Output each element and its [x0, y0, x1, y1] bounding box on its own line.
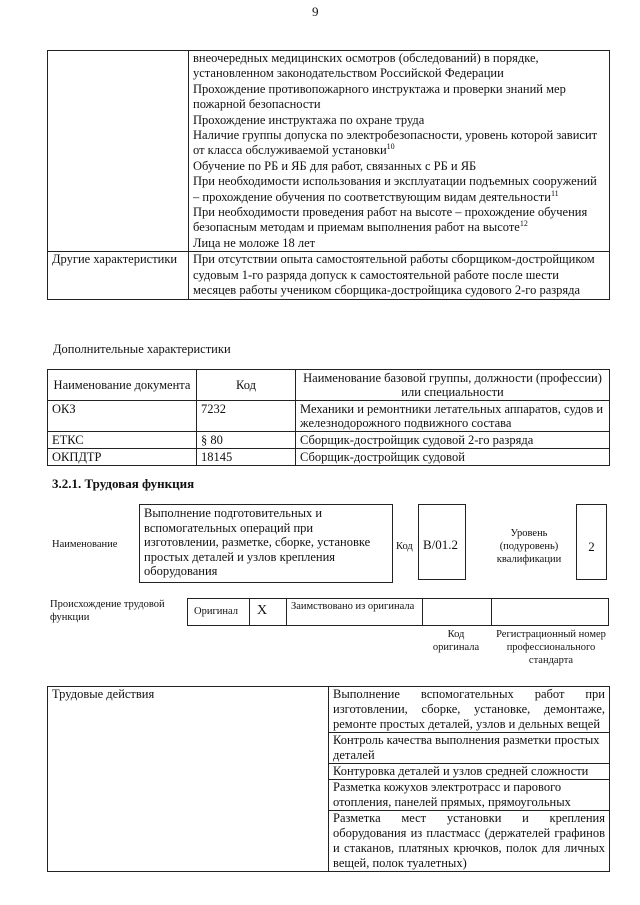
- additional-title: Дополнительные характеристики: [53, 342, 231, 356]
- table-row: [48, 432, 610, 449]
- original-mark: X: [257, 603, 268, 618]
- level-value: 2: [576, 504, 607, 580]
- row-code: 18145: [197, 449, 296, 466]
- row-doc: ОКПДТР: [48, 449, 197, 466]
- requirement-line: [193, 128, 605, 159]
- additional-header-row: [48, 370, 610, 401]
- origin-divider: [491, 599, 492, 625]
- requirement-line: внеочередных медицинских осмотров (обследований) в порядке, установленном законодательством Российской Федерации: [193, 51, 539, 81]
- requirement-line: [193, 174, 605, 205]
- requirement-lifting: При необходимости использования и эксплуатации подъемных сооружений – прохождение обучения по соответствующим видам деятельности: [193, 174, 597, 204]
- requirements-cell: [189, 51, 610, 252]
- actions-row: [48, 687, 610, 733]
- original-label: Оригинал: [194, 606, 238, 617]
- origin-divider: [286, 599, 287, 625]
- code-label: Код: [396, 541, 413, 552]
- table-row: [48, 401, 610, 432]
- row-code: 7232: [197, 401, 296, 432]
- requirements-label-cell: [48, 51, 189, 252]
- reg-number-label: Регистрационный номер профессионального стандарта: [496, 629, 606, 666]
- requirement-line: Прохождение противопожарного инструктажа и проверки знаний мер пожарной безопасности: [193, 81, 566, 112]
- actions-label: Трудовые действия: [48, 687, 329, 872]
- requirement-height: При необходимости проведения работ на высоте – прохождение обучения безопасным методам и приемам выполнения работ на высоте: [193, 205, 588, 235]
- other-row: [48, 252, 610, 299]
- origin-label: Происхождение трудовой функции: [50, 599, 165, 623]
- row-doc: ЕТКС: [48, 432, 197, 449]
- function-code: B/01.2: [418, 504, 466, 580]
- page-number: 9: [312, 4, 319, 19]
- requirement-line: Прохождение инструктажа по охране труда: [193, 112, 425, 127]
- requirement-line: Обучение по РБ и ЯБ для работ, связанных с РБ и ЯБ: [193, 158, 477, 173]
- header-document: Наименование документа: [48, 370, 197, 401]
- row-doc: ОКЗ: [48, 401, 197, 432]
- other-label: Другие характеристики: [48, 252, 189, 299]
- row-name: Сборщик-достройщик судовой 2-го разряда: [296, 432, 610, 449]
- action-item: Разметка мест установки и крепления оборудования из пластмасс (держателей графинов и стаканов, платяных крючков, полок для личных вещей, полок туалетных): [329, 811, 610, 872]
- level-label: Уровень (подуровень) квалификации: [496, 528, 562, 565]
- header-code: Код: [197, 370, 296, 401]
- name-label: Наименование: [52, 539, 118, 550]
- requirements-table: [47, 50, 610, 300]
- action-item: Выполнение вспомогательных работ при изготовлении, сборке, установке, демонтаже, ремонте простых деталей, узлов и дельных вещей: [329, 687, 610, 733]
- borrowed-label: Заимствовано из оригинала: [291, 601, 415, 612]
- actions-table: [47, 686, 610, 872]
- requirement-electro: Наличие группы допуска по электробезопасности, уровень которой зависит от класса обслуживаемой установки: [193, 128, 598, 158]
- footnote-ref: 12: [519, 219, 528, 229]
- function-name: Выполнение подготовительных и вспомогательных операций при изготовлении, разметке, сборке, установке простых деталей и узлов крепления оборудования: [139, 504, 393, 583]
- row-code: § 80: [197, 432, 296, 449]
- origin-divider: [249, 599, 250, 625]
- section-heading: 3.2.1. Трудовая функция: [52, 476, 195, 491]
- other-text: При отсутствии опыта самостоятельной работы сборщиком-достройщиком судовым 1-го разряда допуск к самостоятельной работе после шести месяцев работы учеником сборщика-достройщика судового 2-го разряда: [189, 252, 610, 299]
- additional-table: [47, 369, 610, 466]
- row-name: Сборщик-достройщик судовой: [296, 449, 610, 466]
- requirement-line: Лица не моложе 18 лет: [193, 235, 316, 250]
- table-row: [48, 449, 610, 466]
- origin-divider: [422, 599, 423, 625]
- requirements-row: [48, 51, 610, 252]
- action-item: Контроль качества выполнения разметки простых деталей: [329, 733, 610, 764]
- action-item: Разметка кожухов электротрасс и парового отопления, панелей прямых, прямоугольных: [329, 780, 610, 811]
- row-name: Механики и ремонтники летательных аппаратов, судов и железнодорожного подвижного состава: [296, 401, 610, 432]
- action-item: Контуровка деталей и узлов средней сложности: [329, 764, 610, 780]
- footnote-ref: 10: [386, 142, 395, 152]
- header-group-name: Наименование базовой группы, должности (профессии) или специальности: [296, 370, 610, 401]
- footnote-ref: 11: [550, 188, 559, 198]
- requirement-line: [193, 205, 605, 236]
- code-original-label: Код оригинала: [432, 629, 480, 653]
